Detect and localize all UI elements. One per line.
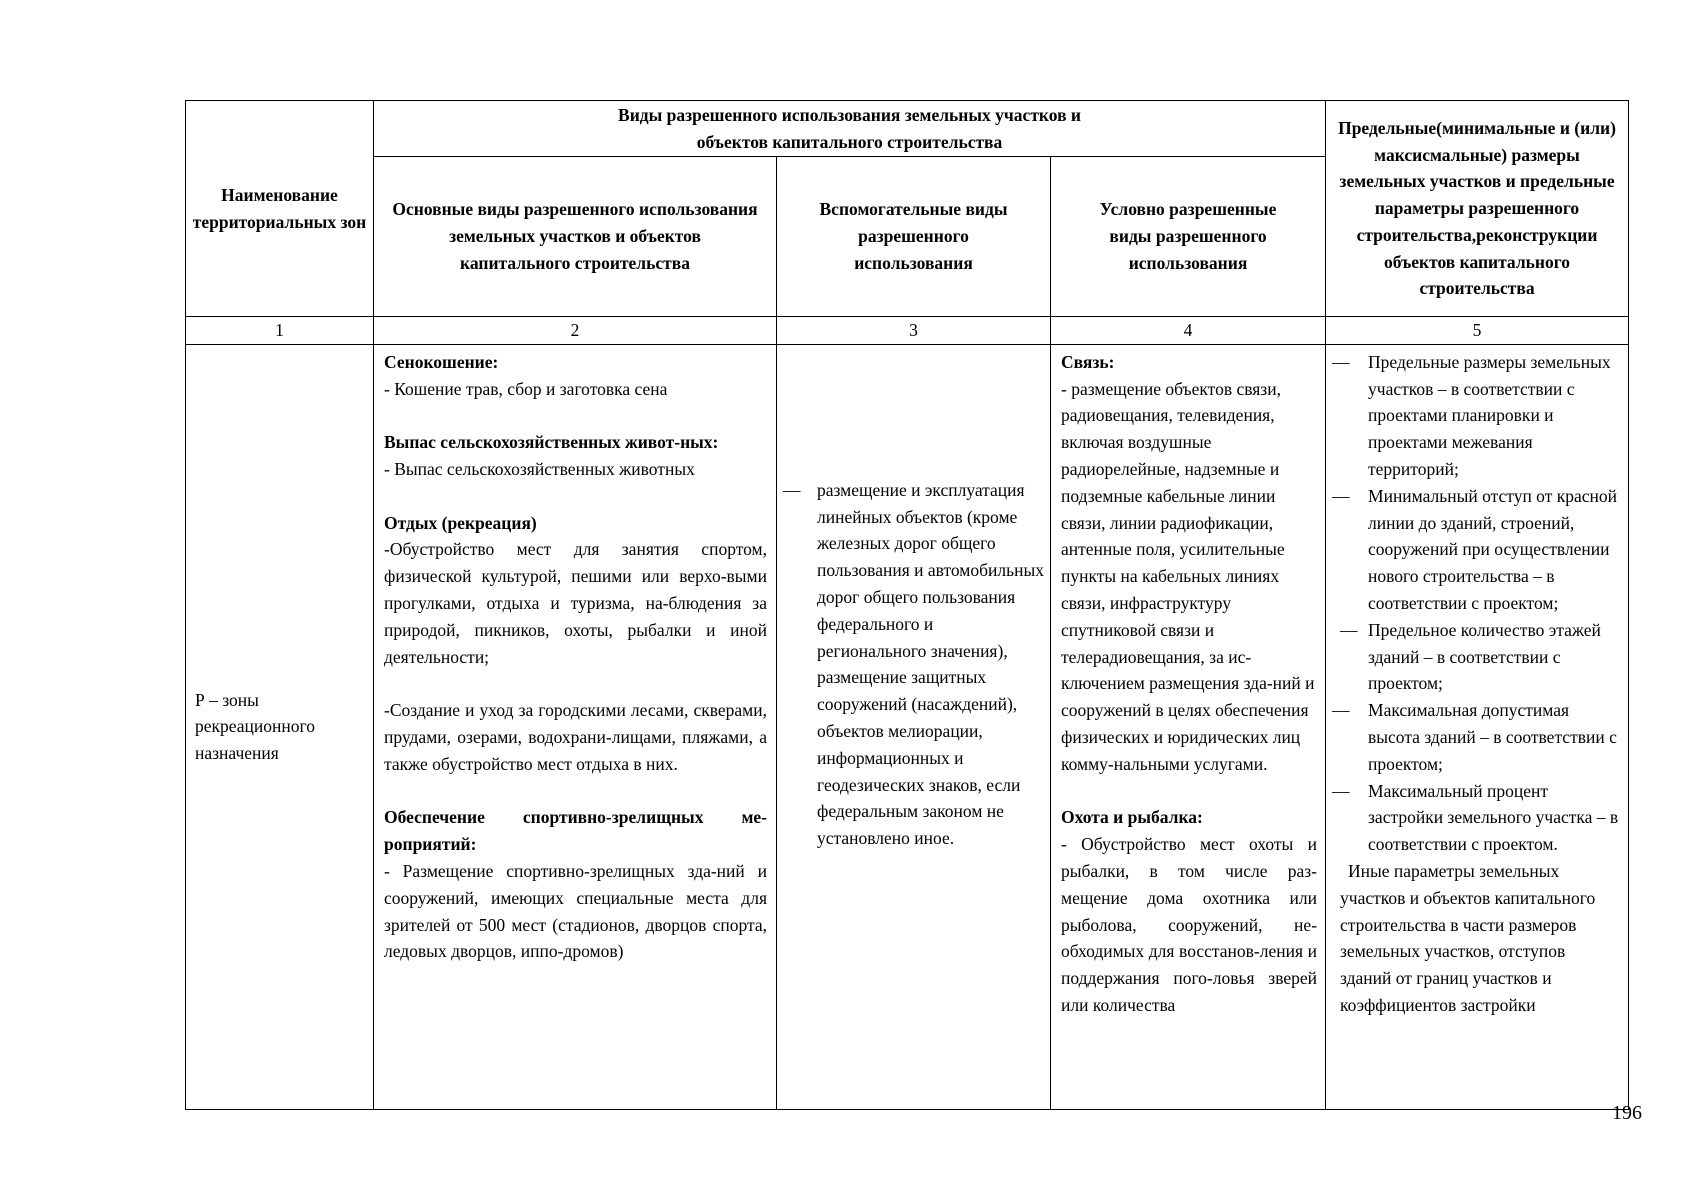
main-section-text-grazing: - Выпас сельскохозяйственных животных	[384, 458, 695, 479]
column-number-2: 2	[374, 317, 777, 345]
limits-item-text: Предельные размеры земельных участков – в соответствии с проектами планировки и проектами межевания территорий;	[1368, 351, 1611, 479]
limits-list-item	[1328, 483, 1620, 617]
limits-note	[1328, 858, 1620, 1019]
main-section-text-sports-events: - Размещение спортивно-зрелищных зда-ний и сооружений, имеющих специальные места для зрителей от 500 мест (стадионов, дворцов спорта, ледовых дворцов, иппо-дромов)	[384, 860, 767, 962]
column-number-3: 3	[777, 317, 1051, 345]
limits-item-text: Максимальная допустимая высота зданий – в соответствии с проектом;	[1368, 700, 1617, 774]
header-conditional-uses: Условно разрешенные виды разрешенного использования	[1051, 157, 1326, 317]
zone-name: Р – зоны рекреационного назначения	[195, 689, 315, 764]
page-number: 196	[1612, 1102, 1642, 1124]
limits-list-item	[1328, 349, 1620, 483]
limits-item-text: Максимальный процент застройки земельного участка – в соответствии с проектом.	[1368, 780, 1619, 855]
conditional-section-text-hunting: - Обустройство мест охоты и рыбалки, в том числе раз-мещение дома охотника или рыболова, сооружений, не-обходимых для восстанов-ления и поддержания пого-ловья зверей или количества	[1061, 834, 1318, 1015]
column-number-5: 5	[1326, 317, 1629, 345]
limits-list-item	[1328, 697, 1620, 777]
conditional-section-text-communication: - размещение объектов связи, радиовещания, телевидения, включая воздушные радиорелейные, надземные и подземные кабельные линии связи, линии радиофикации, антенные поля, усилительные пункты на кабельных линиях связи, инфраструктуру спутниковой связи и телерадиовещания, за ис-ключением размещения зда-ний и сооружений в целях обеспечения физических и юридических лиц комму-нальными услугами.	[1061, 378, 1315, 774]
dash-bullet: —	[1332, 780, 1350, 801]
dash-bullet: —	[783, 479, 801, 500]
conditional-section-title-communication: Связь:	[1061, 351, 1115, 372]
main-section-title-haymaking: Сенокошение:	[384, 351, 499, 372]
limits-list-item	[1328, 617, 1620, 697]
main-section-title-sports-events: Обеспечение спортивно-зрелищных ме-роприятий:	[384, 807, 767, 855]
limits-cell	[1326, 344, 1629, 1109]
auxiliary-uses-cell	[777, 344, 1051, 1109]
land-use-regulations-table	[185, 100, 1629, 1110]
main-section-text-recreation-2: -Создание и уход за городскими лесами, скверами, прудами, озерами, водохрани-лищами, пляжами, а также обустройство мест отдыха в них.	[384, 700, 767, 774]
dash-bullet: —	[1340, 619, 1358, 640]
conditional-section-title-hunting: Охота и рыбалка:	[1061, 807, 1203, 828]
conditional-uses-cell	[1051, 344, 1326, 1109]
main-section-text-recreation-1: -Обустройство мест для занятия спортом, физической культурой, пешими или верхо-выми прогулками, отдыха и туризма, на-блюдения за природой, пикников, охоты, рыбалки и иной деятельности;	[384, 539, 767, 667]
zone-name-cell	[186, 344, 374, 1109]
main-section-title-grazing: Выпас сельскохозяйственных живот-ных:	[384, 432, 719, 453]
limits-item-text: Минимальный отступ от красной линии до зданий, строений, сооружений при осуществлении нового строительства – в соответствии с проектом;	[1368, 485, 1617, 613]
header-limits: Предельные(минимальные и (или) максисмальные) размеры земельных участков и предельные параметры разрешенного строительства,реконструкции объектов капитального строительства	[1326, 101, 1629, 317]
header-group-title	[374, 101, 1326, 157]
header-group-title-line2: объектов капитального строительства	[696, 131, 1003, 152]
column-number-1: 1	[186, 317, 374, 345]
main-section-text-haymaking: - Кошение трав, сбор и заготовка сена	[384, 378, 668, 399]
header-auxiliary-uses: Вспомогательные виды разрешенного использования	[777, 157, 1051, 317]
dash-bullet: —	[1332, 700, 1350, 721]
header-group-title-line1: Виды разрешенного использования земельных участков и	[618, 104, 1081, 125]
column-number-4: 4	[1051, 317, 1326, 345]
auxiliary-use-text: размещение и эксплуатация линейных объектов (кроме железных дорог общего пользования и автомобильных дорог общего пользования федерального и регионального значения), размещение защитных сооружений (насаждений), объектов мелиорации, информационных и геодезических знаков, если федеральным законом не установлено иное.	[817, 479, 1044, 849]
header-main-uses: Основные виды разрешенного использования земельных участков и объектов капитального строительства	[374, 157, 777, 317]
main-uses-cell	[374, 344, 777, 1109]
limits-list-item	[1328, 778, 1620, 858]
limits-item-text: Предельное количество этажей зданий – в соответствии с проектом;	[1368, 619, 1601, 694]
dash-bullet: —	[1332, 351, 1350, 372]
main-section-title-recreation: Отдых (рекреация)	[384, 512, 537, 533]
limits-note-text: Иные параметры земельных участков и объектов капитального строительства в части размеров земельных участков, отступов зданий от границ участков и коэффициентов застройки	[1340, 860, 1596, 1015]
auxiliary-use-item	[783, 477, 1044, 852]
header-zone-name: Наименование территориальных зон	[186, 101, 374, 317]
dash-bullet: —	[1332, 485, 1350, 506]
